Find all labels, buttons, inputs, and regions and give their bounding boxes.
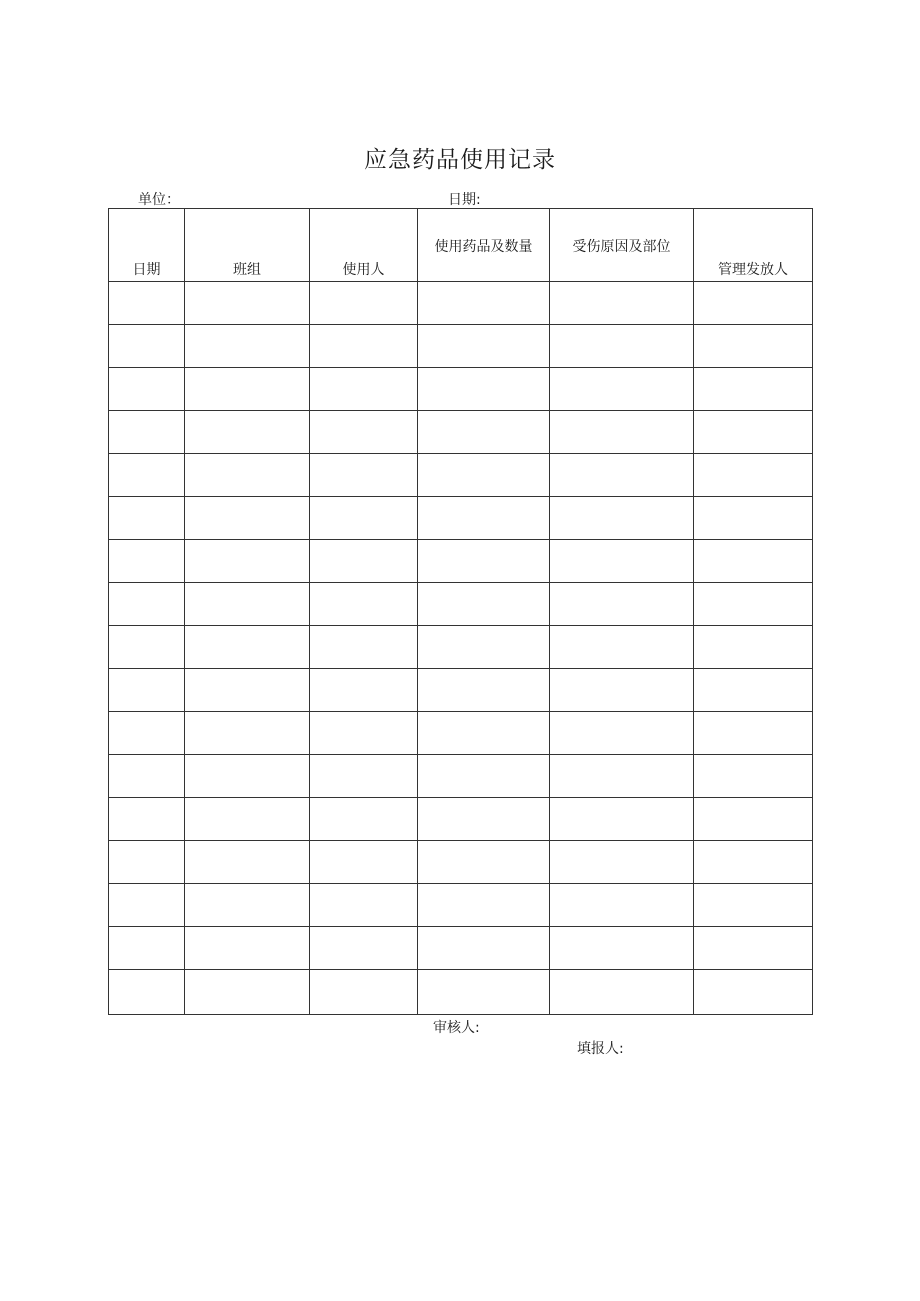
table-cell-distributor[interactable] bbox=[694, 669, 813, 712]
date-label: 日期: bbox=[448, 192, 481, 208]
table-cell-distributor[interactable] bbox=[694, 497, 813, 540]
table-cell-injury-cause-location[interactable] bbox=[550, 626, 694, 669]
table-cell-distributor[interactable] bbox=[694, 970, 813, 1015]
table-cell-distributor[interactable] bbox=[694, 282, 813, 325]
column-header-date bbox=[109, 209, 185, 282]
table-cell-distributor[interactable] bbox=[694, 411, 813, 454]
table-cell-injury-cause-location[interactable] bbox=[550, 411, 694, 454]
table-cell-distributor[interactable] bbox=[694, 841, 813, 884]
table-cell-medicine-quantity[interactable] bbox=[418, 841, 550, 884]
column-header-medicine-quantity bbox=[418, 209, 550, 282]
table-row bbox=[109, 884, 813, 927]
table-cell-user[interactable] bbox=[310, 626, 418, 669]
table-cell-team[interactable] bbox=[185, 755, 310, 798]
table-cell-team[interactable] bbox=[185, 884, 310, 927]
table-cell-team[interactable] bbox=[185, 325, 310, 368]
table-cell-team[interactable] bbox=[185, 368, 310, 411]
table-cell-medicine-quantity[interactable] bbox=[418, 368, 550, 411]
column-header-label: 日期 bbox=[132, 262, 161, 278]
column-header-label: 管理发放人 bbox=[718, 262, 788, 278]
table-cell-date[interactable] bbox=[109, 669, 185, 712]
table-row bbox=[109, 669, 813, 712]
table-body bbox=[109, 282, 813, 1015]
table-cell-user[interactable] bbox=[310, 368, 418, 411]
table-cell-injury-cause-location[interactable] bbox=[550, 497, 694, 540]
table-row bbox=[109, 927, 813, 970]
table-cell-injury-cause-location[interactable] bbox=[550, 970, 694, 1015]
table-cell-date[interactable] bbox=[109, 454, 185, 497]
table-cell-team[interactable] bbox=[185, 970, 310, 1015]
document-title: 应急药品使用记录 bbox=[364, 147, 556, 173]
table-cell-team[interactable] bbox=[185, 411, 310, 454]
table-cell-user[interactable] bbox=[310, 583, 418, 626]
table-cell-injury-cause-location[interactable] bbox=[550, 282, 694, 325]
table-cell-date[interactable] bbox=[109, 970, 185, 1015]
table-cell-date[interactable] bbox=[109, 497, 185, 540]
table-cell-team[interactable] bbox=[185, 583, 310, 626]
table-row bbox=[109, 970, 813, 1015]
table-row bbox=[109, 712, 813, 755]
column-header-label: 班组 bbox=[233, 262, 261, 278]
table-cell-user[interactable] bbox=[310, 454, 418, 497]
table-row bbox=[109, 583, 813, 626]
table-row bbox=[109, 282, 813, 325]
table-cell-date[interactable] bbox=[109, 540, 185, 583]
table-cell-injury-cause-location[interactable] bbox=[550, 712, 694, 755]
table-cell-distributor[interactable] bbox=[694, 884, 813, 927]
table-cell-injury-cause-location[interactable] bbox=[550, 368, 694, 411]
table-cell-distributor[interactable] bbox=[694, 927, 813, 970]
table-cell-user[interactable] bbox=[310, 970, 418, 1015]
table-cell-team[interactable] bbox=[185, 669, 310, 712]
table-row bbox=[109, 497, 813, 540]
table-cell-date[interactable] bbox=[109, 282, 185, 325]
table-cell-medicine-quantity[interactable] bbox=[418, 798, 550, 841]
table-cell-date[interactable] bbox=[109, 755, 185, 798]
table-cell-team[interactable] bbox=[185, 712, 310, 755]
table-cell-injury-cause-location[interactable] bbox=[550, 325, 694, 368]
table-cell-user[interactable] bbox=[310, 841, 418, 884]
table-row bbox=[109, 755, 813, 798]
table-cell-medicine-quantity[interactable] bbox=[418, 927, 550, 970]
table-cell-date[interactable] bbox=[109, 626, 185, 669]
table-cell-team[interactable] bbox=[185, 927, 310, 970]
table-cell-distributor[interactable] bbox=[694, 540, 813, 583]
table-cell-user[interactable] bbox=[310, 884, 418, 927]
table-cell-medicine-quantity[interactable] bbox=[418, 411, 550, 454]
table-cell-user[interactable] bbox=[310, 325, 418, 368]
table-row bbox=[109, 798, 813, 841]
table-cell-injury-cause-location[interactable] bbox=[550, 798, 694, 841]
table-cell-distributor[interactable] bbox=[694, 368, 813, 411]
table-cell-distributor[interactable] bbox=[694, 454, 813, 497]
table-cell-injury-cause-location[interactable] bbox=[550, 583, 694, 626]
column-header-user bbox=[310, 209, 418, 282]
table-cell-user[interactable] bbox=[310, 927, 418, 970]
table-row bbox=[109, 368, 813, 411]
table-cell-user[interactable] bbox=[310, 755, 418, 798]
table-cell-team[interactable] bbox=[185, 798, 310, 841]
table-cell-user[interactable] bbox=[310, 411, 418, 454]
table-cell-distributor[interactable] bbox=[694, 798, 813, 841]
table-cell-medicine-quantity[interactable] bbox=[418, 454, 550, 497]
table-cell-medicine-quantity[interactable] bbox=[418, 626, 550, 669]
table-cell-injury-cause-location[interactable] bbox=[550, 454, 694, 497]
filler-label: 填报人: bbox=[577, 1041, 624, 1057]
table-cell-distributor[interactable] bbox=[694, 712, 813, 755]
table-cell-distributor[interactable] bbox=[694, 626, 813, 669]
table-cell-date[interactable] bbox=[109, 411, 185, 454]
table-row bbox=[109, 325, 813, 368]
column-header-label: 使用药品及数量 bbox=[434, 239, 533, 255]
table-cell-team[interactable] bbox=[185, 540, 310, 583]
table-cell-date[interactable] bbox=[109, 927, 185, 970]
table-cell-distributor[interactable] bbox=[694, 583, 813, 626]
table-cell-date[interactable] bbox=[109, 712, 185, 755]
table-row bbox=[109, 841, 813, 884]
table-cell-medicine-quantity[interactable] bbox=[418, 325, 550, 368]
table-cell-user[interactable] bbox=[310, 497, 418, 540]
table-cell-injury-cause-location[interactable] bbox=[550, 841, 694, 884]
table-cell-user[interactable] bbox=[310, 282, 418, 325]
table-cell-date[interactable] bbox=[109, 368, 185, 411]
table-cell-user[interactable] bbox=[310, 540, 418, 583]
table-row bbox=[109, 626, 813, 669]
table-cell-date[interactable] bbox=[109, 325, 185, 368]
table-cell-medicine-quantity[interactable] bbox=[418, 755, 550, 798]
table-cell-medicine-quantity[interactable] bbox=[418, 884, 550, 927]
column-header-distributor bbox=[694, 209, 813, 282]
column-header-team bbox=[185, 209, 310, 282]
table-cell-date[interactable] bbox=[109, 798, 185, 841]
table-row bbox=[109, 540, 813, 583]
table-row bbox=[109, 411, 813, 454]
table-cell-injury-cause-location[interactable] bbox=[550, 884, 694, 927]
table-cell-injury-cause-location[interactable] bbox=[550, 927, 694, 970]
table-cell-medicine-quantity[interactable] bbox=[418, 282, 550, 325]
table-cell-team[interactable] bbox=[185, 282, 310, 325]
reviewer-label: 审核人: bbox=[433, 1020, 480, 1036]
table-cell-date[interactable] bbox=[109, 884, 185, 927]
table-cell-user[interactable] bbox=[310, 669, 418, 712]
table-cell-injury-cause-location[interactable] bbox=[550, 669, 694, 712]
table-cell-distributor[interactable] bbox=[694, 325, 813, 368]
column-header-label: 受伤原因及部位 bbox=[572, 239, 671, 255]
table-cell-user[interactable] bbox=[310, 798, 418, 841]
table-cell-medicine-quantity[interactable] bbox=[418, 540, 550, 583]
table-cell-team[interactable] bbox=[185, 626, 310, 669]
table-cell-team[interactable] bbox=[185, 454, 310, 497]
table-cell-date[interactable] bbox=[109, 583, 185, 626]
column-header-label: 使用人 bbox=[342, 262, 385, 278]
table-cell-injury-cause-location[interactable] bbox=[550, 755, 694, 798]
table-row bbox=[109, 454, 813, 497]
table-cell-medicine-quantity[interactable] bbox=[418, 497, 550, 540]
unit-label: 单位： bbox=[138, 192, 180, 208]
table-cell-team[interactable] bbox=[185, 497, 310, 540]
table-cell-distributor[interactable] bbox=[694, 755, 813, 798]
usage-record-table bbox=[108, 208, 813, 1015]
table-cell-team[interactable] bbox=[185, 841, 310, 884]
table-cell-user[interactable] bbox=[310, 712, 418, 755]
table-cell-medicine-quantity[interactable] bbox=[418, 970, 550, 1015]
table-cell-date[interactable] bbox=[109, 841, 185, 884]
table-cell-medicine-quantity[interactable] bbox=[418, 583, 550, 626]
table-cell-injury-cause-location[interactable] bbox=[550, 540, 694, 583]
table-cell-medicine-quantity[interactable] bbox=[418, 712, 550, 755]
table-header-row bbox=[109, 209, 813, 282]
column-header-injury-cause-location bbox=[550, 209, 694, 282]
table-cell-medicine-quantity[interactable] bbox=[418, 669, 550, 712]
